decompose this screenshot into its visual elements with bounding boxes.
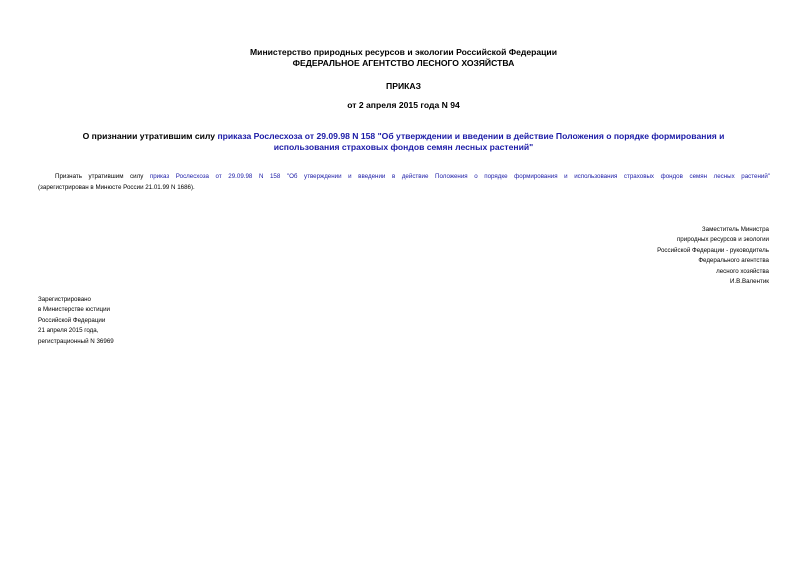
signature-line: Федерального агентства [698,257,769,265]
title-reference-link[interactable]: приказа Рослесхоза от 29.09.98 N 158 "Об утверждении и введении в действие Положения о порядке формирования и использования страховых фондов семян лесных растений" [217,131,725,152]
document-body [38,171,770,193]
registration-line: Зарегистрировано [38,296,91,303]
signature-line: Российской Федерации - руководитель [657,246,769,254]
document-header [0,47,807,69]
signature-line: природных ресурсов и экологии [676,236,769,244]
doc-type-label: ПРИКАЗ [386,81,421,91]
doc-date-number-label: от 2 апреля 2015 года N 94 [347,100,460,110]
title-prefix: О признании утратившим силу [82,131,218,141]
signatory-name: И.В.Валентик [729,278,769,286]
signature-line: Заместитель Министра [701,226,769,233]
registration-block [38,295,114,347]
doc-date-number [0,100,807,111]
signature-block [657,225,769,287]
body-reference-link[interactable]: приказ Рослесхоза от 29.09.98 N 158 "Об утверждении и введении в действие Положения о порядке формирования и использования страховых фондов семян лесных растений" [149,173,770,180]
ministry-name: Министерство природных ресурсов и экологии Российской Федерации [250,47,557,57]
document-title [50,131,757,153]
body-registration-note: (зарегистрирован в Минюсте России 21.01.99 N 1686). [38,184,195,191]
registration-line: Российской Федерации [38,316,106,324]
body-prefix: Признать утратившим силу [55,173,150,180]
registration-number: регистрационный N 36969 [38,337,114,345]
agency-name: ФЕДЕРАЛЬНОЕ АГЕНТСТВО ЛЕСНОГО ХОЗЯЙСТВА [292,58,515,68]
registration-line: в Министерстве юстиции [38,306,111,314]
body-paragraph [38,171,770,182]
signature-line: лесного хозяйства [716,267,769,275]
doc-type [0,81,807,92]
registration-date: 21 апреля 2015 года, [38,327,99,335]
